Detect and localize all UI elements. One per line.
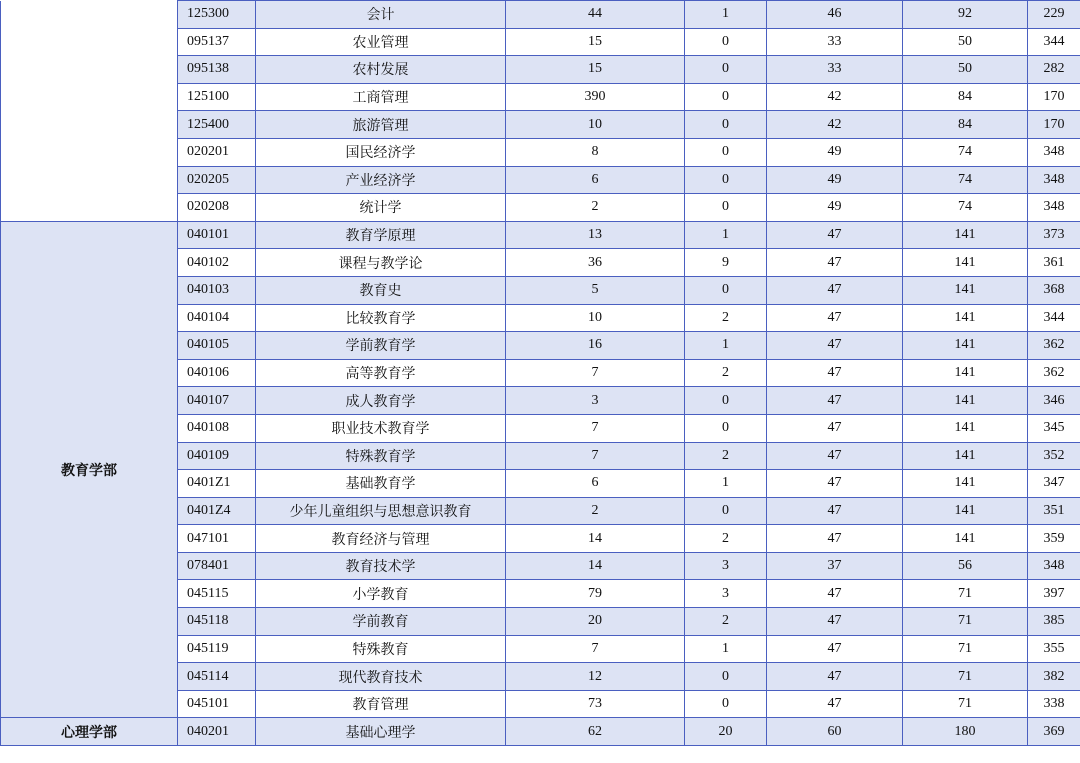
- score-cell-1: 47: [767, 221, 903, 249]
- score-cell-1: 49: [767, 138, 903, 166]
- count-cell-2: 0: [685, 111, 767, 139]
- score-cell-1: 49: [767, 194, 903, 222]
- score-cell-1: 47: [767, 525, 903, 553]
- score-cell-2: 84: [903, 111, 1028, 139]
- count-cell-2: 2: [685, 525, 767, 553]
- score-cell-total: 351: [1028, 497, 1080, 525]
- score-cell-2: 50: [903, 28, 1028, 56]
- score-cell-total: 361: [1028, 249, 1080, 277]
- score-cell-2: 71: [903, 608, 1028, 636]
- score-cell-2: 56: [903, 552, 1028, 580]
- major-name-cell: 教育技术学: [256, 552, 506, 580]
- score-cell-total: 229: [1028, 1, 1080, 29]
- major-code-cell: 040109: [178, 442, 256, 470]
- major-code-cell: 045114: [178, 663, 256, 691]
- count-cell-2: 0: [685, 28, 767, 56]
- major-name-cell: 特殊教育学: [256, 442, 506, 470]
- score-cell-total: 348: [1028, 138, 1080, 166]
- count-cell-1: 7: [506, 442, 685, 470]
- count-cell-1: 8: [506, 138, 685, 166]
- major-code-cell: 040101: [178, 221, 256, 249]
- score-cell-2: 180: [903, 718, 1028, 746]
- count-cell-2: 0: [685, 276, 767, 304]
- score-cell-2: 71: [903, 635, 1028, 663]
- score-cell-1: 47: [767, 497, 903, 525]
- score-cell-total: 348: [1028, 552, 1080, 580]
- department-cell-psychology: 心理学部: [1, 718, 178, 746]
- major-code-cell: 040103: [178, 276, 256, 304]
- table-row: [1, 221, 1080, 249]
- major-code-cell: 125100: [178, 83, 256, 111]
- count-cell-1: 2: [506, 194, 685, 222]
- table-body: [1, 1, 1080, 746]
- major-name-cell: 教育经济与管理: [256, 525, 506, 553]
- major-name-cell: 农村发展: [256, 56, 506, 84]
- score-cell-total: 348: [1028, 194, 1080, 222]
- department-cell-previous: [1, 1, 178, 222]
- major-code-cell: 040105: [178, 332, 256, 360]
- score-cell-total: 382: [1028, 663, 1080, 691]
- score-cell-2: 141: [903, 276, 1028, 304]
- count-cell-2: 2: [685, 442, 767, 470]
- count-cell-2: 1: [685, 470, 767, 498]
- count-cell-2: 0: [685, 166, 767, 194]
- count-cell-1: 36: [506, 249, 685, 277]
- score-cell-1: 47: [767, 414, 903, 442]
- major-code-cell: 047101: [178, 525, 256, 553]
- count-cell-1: 14: [506, 525, 685, 553]
- count-cell-2: 0: [685, 663, 767, 691]
- count-cell-1: 10: [506, 111, 685, 139]
- count-cell-1: 14: [506, 552, 685, 580]
- score-cell-total: 362: [1028, 359, 1080, 387]
- count-cell-2: 20: [685, 718, 767, 746]
- count-cell-2: 1: [685, 635, 767, 663]
- score-cell-2: 141: [903, 414, 1028, 442]
- score-cell-1: 47: [767, 387, 903, 415]
- score-cell-1: 47: [767, 276, 903, 304]
- count-cell-2: 0: [685, 414, 767, 442]
- major-code-cell: 040102: [178, 249, 256, 277]
- table-row: [1, 718, 1080, 746]
- score-cell-1: 47: [767, 690, 903, 718]
- major-name-cell: 基础教育学: [256, 470, 506, 498]
- score-cell-2: 141: [903, 304, 1028, 332]
- major-name-cell: 比较教育学: [256, 304, 506, 332]
- count-cell-1: 5: [506, 276, 685, 304]
- major-code-cell: 125400: [178, 111, 256, 139]
- major-name-cell: 产业经济学: [256, 166, 506, 194]
- score-cell-1: 47: [767, 332, 903, 360]
- count-cell-1: 20: [506, 608, 685, 636]
- major-name-cell: 学前教育: [256, 608, 506, 636]
- score-cell-2: 74: [903, 194, 1028, 222]
- count-cell-2: 0: [685, 138, 767, 166]
- count-cell-2: 1: [685, 221, 767, 249]
- major-code-cell: 078401: [178, 552, 256, 580]
- score-cell-2: 74: [903, 138, 1028, 166]
- count-cell-1: 7: [506, 359, 685, 387]
- score-cell-1: 47: [767, 580, 903, 608]
- score-cell-total: 373: [1028, 221, 1080, 249]
- score-cell-1: 37: [767, 552, 903, 580]
- score-cell-total: 344: [1028, 28, 1080, 56]
- score-cell-2: 92: [903, 1, 1028, 29]
- count-cell-1: 15: [506, 56, 685, 84]
- major-name-cell: 教育学原理: [256, 221, 506, 249]
- major-code-cell: 040108: [178, 414, 256, 442]
- major-code-cell: 0401Z1: [178, 470, 256, 498]
- score-cell-1: 47: [767, 470, 903, 498]
- score-cell-2: 141: [903, 221, 1028, 249]
- major-name-cell: 特殊教育: [256, 635, 506, 663]
- score-cell-1: 60: [767, 718, 903, 746]
- count-cell-2: 2: [685, 304, 767, 332]
- major-name-cell: 现代教育技术: [256, 663, 506, 691]
- major-code-cell: 045119: [178, 635, 256, 663]
- score-cell-1: 49: [767, 166, 903, 194]
- score-cell-total: 359: [1028, 525, 1080, 553]
- score-cell-total: 170: [1028, 111, 1080, 139]
- score-cell-2: 84: [903, 83, 1028, 111]
- count-cell-1: 6: [506, 166, 685, 194]
- score-cell-1: 42: [767, 83, 903, 111]
- count-cell-1: 16: [506, 332, 685, 360]
- major-name-cell: 旅游管理: [256, 111, 506, 139]
- major-code-cell: 045118: [178, 608, 256, 636]
- count-cell-2: 9: [685, 249, 767, 277]
- count-cell-1: 13: [506, 221, 685, 249]
- score-cell-2: 141: [903, 249, 1028, 277]
- score-cell-total: 369: [1028, 718, 1080, 746]
- major-code-cell: 095138: [178, 56, 256, 84]
- score-cell-2: 141: [903, 387, 1028, 415]
- count-cell-1: 10: [506, 304, 685, 332]
- score-cell-total: 346: [1028, 387, 1080, 415]
- count-cell-2: 0: [685, 690, 767, 718]
- score-cell-1: 47: [767, 635, 903, 663]
- count-cell-2: 3: [685, 552, 767, 580]
- major-code-cell: 020208: [178, 194, 256, 222]
- count-cell-2: 0: [685, 387, 767, 415]
- major-name-cell: 国民经济学: [256, 138, 506, 166]
- count-cell-1: 3: [506, 387, 685, 415]
- count-cell-2: 1: [685, 332, 767, 360]
- major-code-cell: 0401Z4: [178, 497, 256, 525]
- count-cell-1: 73: [506, 690, 685, 718]
- count-cell-1: 7: [506, 414, 685, 442]
- major-name-cell: 课程与教学论: [256, 249, 506, 277]
- score-cell-2: 50: [903, 56, 1028, 84]
- score-cell-2: 141: [903, 497, 1028, 525]
- score-cell-total: 397: [1028, 580, 1080, 608]
- score-cell-1: 47: [767, 304, 903, 332]
- score-cell-total: 368: [1028, 276, 1080, 304]
- count-cell-2: 3: [685, 580, 767, 608]
- score-cell-1: 47: [767, 249, 903, 277]
- score-cell-1: 42: [767, 111, 903, 139]
- score-cell-2: 71: [903, 663, 1028, 691]
- score-cell-2: 71: [903, 580, 1028, 608]
- major-code-cell: 040106: [178, 359, 256, 387]
- major-code-cell: 040104: [178, 304, 256, 332]
- major-code-cell: 020205: [178, 166, 256, 194]
- count-cell-1: 12: [506, 663, 685, 691]
- table-row: [1, 1, 1080, 29]
- count-cell-2: 0: [685, 83, 767, 111]
- score-cell-total: 170: [1028, 83, 1080, 111]
- major-name-cell: 小学教育: [256, 580, 506, 608]
- count-cell-1: 44: [506, 1, 685, 29]
- score-cell-total: 345: [1028, 414, 1080, 442]
- count-cell-1: 7: [506, 635, 685, 663]
- score-cell-2: 74: [903, 166, 1028, 194]
- count-cell-1: 2: [506, 497, 685, 525]
- major-code-cell: 125300: [178, 1, 256, 29]
- count-cell-1: 6: [506, 470, 685, 498]
- count-cell-2: 0: [685, 56, 767, 84]
- score-cell-1: 47: [767, 663, 903, 691]
- major-code-cell: 040201: [178, 718, 256, 746]
- major-name-cell: 教育管理: [256, 690, 506, 718]
- score-cell-total: 338: [1028, 690, 1080, 718]
- major-name-cell: 会计: [256, 1, 506, 29]
- score-cell-1: 47: [767, 442, 903, 470]
- score-cell-2: 71: [903, 690, 1028, 718]
- score-cell-2: 141: [903, 525, 1028, 553]
- major-name-cell: 基础心理学: [256, 718, 506, 746]
- major-name-cell: 高等教育学: [256, 359, 506, 387]
- count-cell-2: 1: [685, 1, 767, 29]
- department-cell-education: 教育学部: [1, 221, 178, 718]
- major-name-cell: 统计学: [256, 194, 506, 222]
- major-name-cell: 学前教育学: [256, 332, 506, 360]
- count-cell-1: 79: [506, 580, 685, 608]
- major-code-cell: 040107: [178, 387, 256, 415]
- count-cell-1: 390: [506, 83, 685, 111]
- count-cell-2: 2: [685, 359, 767, 387]
- count-cell-2: 0: [685, 497, 767, 525]
- score-cell-total: 362: [1028, 332, 1080, 360]
- score-cell-total: 355: [1028, 635, 1080, 663]
- score-cell-1: 47: [767, 608, 903, 636]
- score-cell-total: 282: [1028, 56, 1080, 84]
- major-code-cell: 045101: [178, 690, 256, 718]
- score-cell-2: 141: [903, 470, 1028, 498]
- major-code-cell: 045115: [178, 580, 256, 608]
- count-cell-1: 15: [506, 28, 685, 56]
- score-cell-1: 47: [767, 359, 903, 387]
- major-name-cell: 成人教育学: [256, 387, 506, 415]
- major-name-cell: 教育史: [256, 276, 506, 304]
- score-cell-total: 352: [1028, 442, 1080, 470]
- major-name-cell: 职业技术教育学: [256, 414, 506, 442]
- score-cell-2: 141: [903, 442, 1028, 470]
- score-cell-1: 33: [767, 56, 903, 84]
- count-cell-2: 2: [685, 608, 767, 636]
- major-code-cell: 095137: [178, 28, 256, 56]
- score-cell-total: 344: [1028, 304, 1080, 332]
- count-cell-1: 62: [506, 718, 685, 746]
- score-cell-2: 141: [903, 359, 1028, 387]
- major-code-cell: 020201: [178, 138, 256, 166]
- major-name-cell: 少年儿童组织与思想意识教育: [256, 497, 506, 525]
- score-cell-2: 141: [903, 332, 1028, 360]
- count-cell-2: 0: [685, 194, 767, 222]
- score-cell-total: 385: [1028, 608, 1080, 636]
- major-name-cell: 农业管理: [256, 28, 506, 56]
- score-cell-1: 46: [767, 1, 903, 29]
- major-name-cell: 工商管理: [256, 83, 506, 111]
- score-cell-total: 348: [1028, 166, 1080, 194]
- score-cell-1: 33: [767, 28, 903, 56]
- score-cell-total: 347: [1028, 470, 1080, 498]
